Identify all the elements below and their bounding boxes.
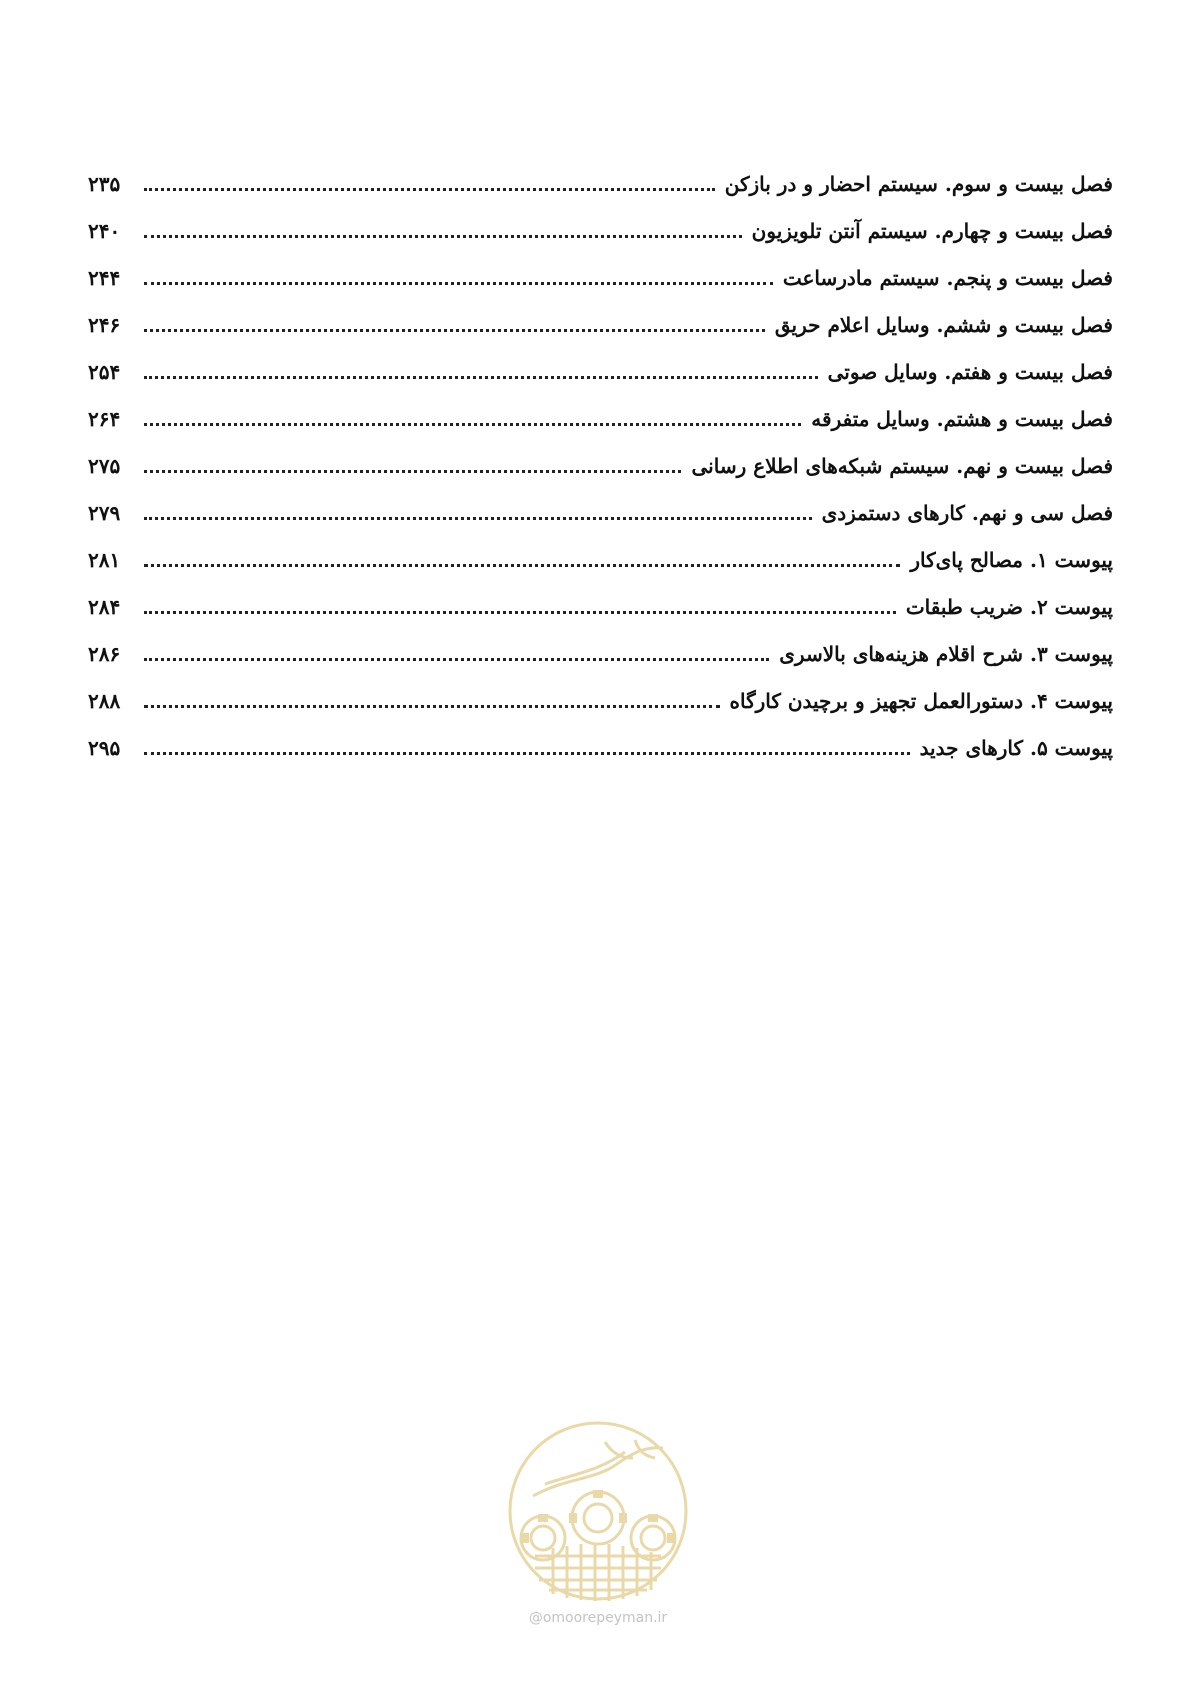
toc-entry[interactable] xyxy=(88,301,1113,348)
toc-entry[interactable] xyxy=(88,207,1113,254)
toc-entry-page: ۲۴۶ xyxy=(88,312,121,337)
toc-entry-title: فصل بیست و هفتم. وسایل صوتی xyxy=(827,359,1113,384)
toc-entry-page: ۲۴۰ xyxy=(88,218,121,243)
toc-entry-page: ۲۶۴ xyxy=(88,406,121,431)
toc-entry[interactable] xyxy=(88,489,1113,536)
dot-leader xyxy=(144,282,773,285)
toc-entry[interactable] xyxy=(88,630,1113,677)
dot-leader xyxy=(144,705,720,708)
toc-entry-page: ۲۵۴ xyxy=(88,359,121,384)
toc-entry-title: پیوست ۵. کارهای جدید xyxy=(919,735,1113,760)
toc-entry[interactable] xyxy=(88,254,1113,301)
toc-entry-title: فصل سی و نهم. کارهای دستمزدی xyxy=(821,500,1113,525)
dot-leader xyxy=(144,376,818,379)
dot-leader xyxy=(144,470,681,473)
dot-leader xyxy=(144,188,715,191)
toc-entry-page: ۲۴۴ xyxy=(88,265,121,290)
toc-entry-page: ۲۸۱ xyxy=(88,547,121,572)
toc-entry[interactable] xyxy=(88,442,1113,489)
dot-leader xyxy=(144,329,765,332)
toc-entry-title: فصل بیست و چهارم. سیستم آنتن تلویزیون xyxy=(751,218,1113,243)
dot-leader xyxy=(144,517,812,520)
dot-leader xyxy=(144,235,742,238)
toc-entry-page: ۲۸۶ xyxy=(88,641,121,666)
toc-entry-title: پیوست ۴. دستورالعمل تجهیز و برچیدن کارگاه xyxy=(729,688,1113,713)
toc-entry-title: فصل بیست و نهم. سیستم شبکه‌های اطلاع رسانی xyxy=(691,453,1113,478)
toc-entry-title: فصل بیست و سوم. سیستم احضار و در بازکن xyxy=(724,171,1113,196)
toc-entry[interactable] xyxy=(88,677,1113,724)
toc-entry-page: ۲۷۵ xyxy=(88,453,121,478)
toc-entry[interactable] xyxy=(88,583,1113,630)
toc-entry[interactable] xyxy=(88,395,1113,442)
table-of-contents xyxy=(88,160,1113,771)
toc-entry[interactable] xyxy=(88,536,1113,583)
toc-entry-title: پیوست ۳. شرح اقلام هزینه‌های بالاسری xyxy=(779,641,1113,666)
toc-entry-page: ۲۷۹ xyxy=(88,500,121,525)
toc-entry-title: پیوست ۱. مصالح پای‌کار xyxy=(910,547,1113,572)
toc-entry[interactable] xyxy=(88,348,1113,395)
dot-leader xyxy=(144,658,769,661)
dot-leader xyxy=(144,564,900,567)
toc-entry-title: فصل بیست و ششم. وسایل اعلام حریق xyxy=(774,312,1113,337)
site-url-watermark: @omoorepeyman.ir xyxy=(528,1610,668,1626)
toc-entry[interactable] xyxy=(88,160,1113,207)
toc-entry-title: پیوست ۲. ضریب طبقات xyxy=(905,594,1113,619)
toc-entry-title: فصل بیست و هشتم. وسایل متفرقه xyxy=(811,406,1113,431)
toc-entry-page: ۲۳۵ xyxy=(88,171,121,196)
toc-entry-page: ۲۸۸ xyxy=(88,688,121,713)
dot-leader xyxy=(144,611,896,614)
toc-entry-page: ۲۹۵ xyxy=(88,735,121,760)
toc-entry-title: فصل بیست و پنجم. سیستم مادرساعت xyxy=(782,265,1113,290)
dot-leader xyxy=(144,423,801,426)
toc-entry-page: ۲۸۴ xyxy=(88,594,121,619)
toc-entry[interactable] xyxy=(88,724,1113,771)
watermark-logo xyxy=(505,1418,691,1604)
dot-leader xyxy=(144,752,910,755)
gear-emblem-icon xyxy=(505,1418,691,1604)
